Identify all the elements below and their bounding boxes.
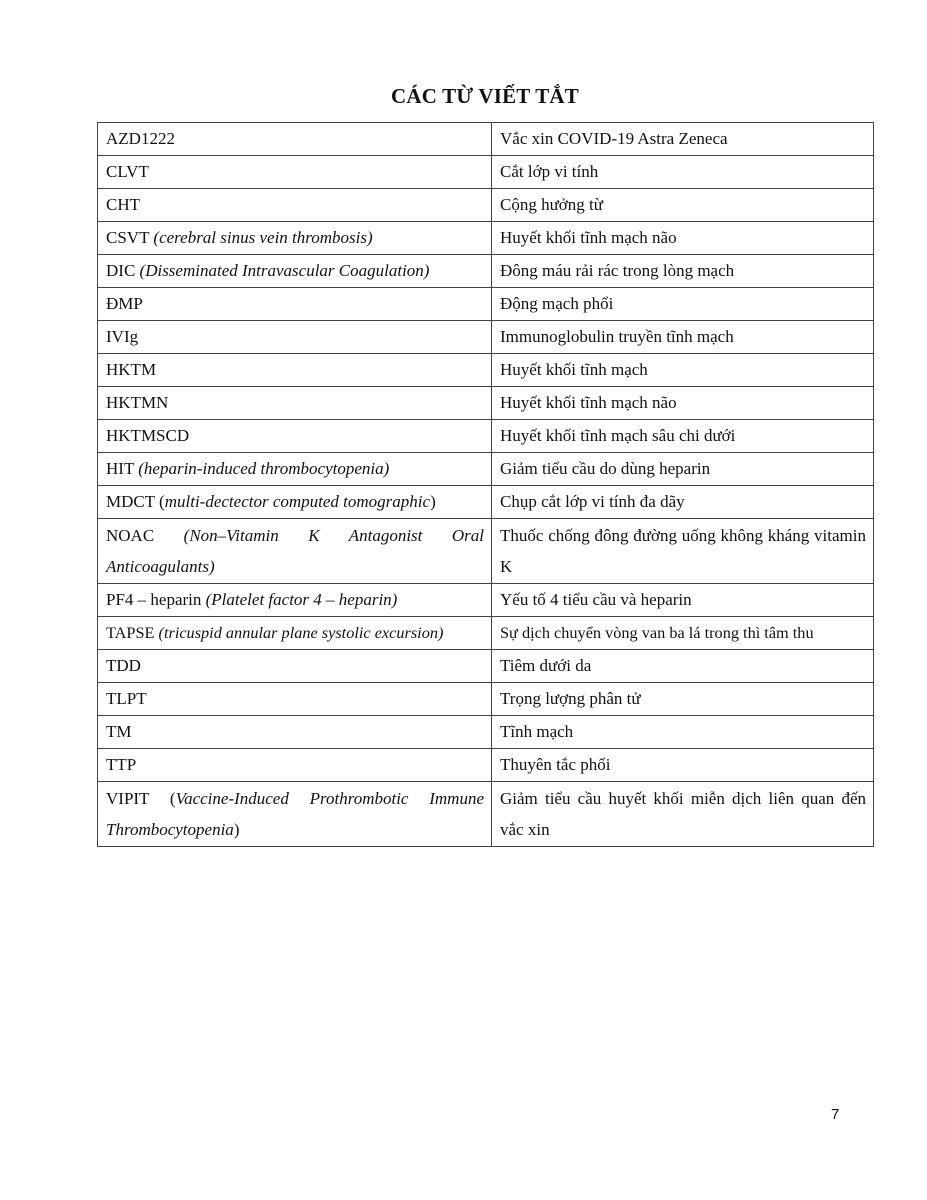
page-number: 7 (831, 1106, 840, 1123)
abbreviation: TM (106, 722, 132, 741)
meaning-cell: Huyết khối tĩnh mạch não (492, 387, 874, 420)
abbreviation: HIT (106, 459, 139, 478)
table-row (98, 288, 874, 321)
meaning-cell: Huyết khối tĩnh mạch sâu chi dưới (492, 420, 874, 453)
table-row (98, 189, 874, 222)
table-row (98, 222, 874, 255)
table-row (98, 716, 874, 749)
abbreviation: TLPT (106, 689, 147, 708)
table-row (98, 584, 874, 617)
abbreviation-expansion: Vaccine-Induced Prothrombotic Immune Thrombocytopenia (106, 789, 484, 839)
abbreviation-cell (98, 782, 492, 847)
abbreviation-cell (98, 650, 492, 683)
abbreviation-expansion: (Platelet factor 4 – heparin) (205, 590, 398, 609)
abbreviation: NOAC (106, 526, 184, 545)
meaning-cell: Thuốc chống đông đường uống không kháng vitamin K (492, 519, 874, 584)
meaning-cell: Cộng hưởng từ (492, 189, 874, 222)
abbreviation-cell (98, 749, 492, 782)
meaning-cell: Yếu tố 4 tiểu cầu và heparin (492, 584, 874, 617)
abbreviation-cell (98, 387, 492, 420)
meaning-cell: Thuyên tắc phổi (492, 749, 874, 782)
abbreviation: CSVT (106, 228, 154, 247)
abbreviation-cell (98, 519, 492, 584)
table-row (98, 387, 874, 420)
meaning-cell: Huyết khối tĩnh mạch (492, 354, 874, 387)
table-row (98, 321, 874, 354)
abbreviation-cell (98, 288, 492, 321)
meaning-cell: Immunoglobulin truyền tĩnh mạch (492, 321, 874, 354)
table-row (98, 255, 874, 288)
abbreviation-expansion: (Disseminated Intravascular Coagulation) (139, 261, 430, 280)
closing-paren: ) (233, 820, 240, 839)
table-row (98, 519, 874, 584)
abbreviation: HKTM (106, 360, 157, 379)
abbreviation-cell (98, 420, 492, 453)
abbreviation: HKTMSCD (106, 426, 190, 445)
abbreviation-expansion: (cerebral sinus vein thrombosis) (153, 228, 373, 247)
abbreviation-cell (98, 617, 492, 650)
abbreviation-cell (98, 255, 492, 288)
page-title: CÁC TỪ VIẾT TẮT (391, 84, 579, 108)
table-row (98, 420, 874, 453)
meaning-cell: Trọng lượng phân tử (492, 683, 874, 716)
abbreviation-cell (98, 683, 492, 716)
meaning-cell: Chụp cắt lớp vi tính đa dãy (492, 486, 874, 519)
abbreviation: HKTMN (106, 393, 169, 412)
meaning-cell: Cắt lớp vi tính (492, 156, 874, 189)
abbreviation-cell (98, 584, 492, 617)
table-row (98, 617, 874, 650)
abbreviation-expansion: (tricuspid annular plane systolic excursion) (158, 623, 444, 642)
abbreviations-table (97, 122, 874, 847)
abbreviation: ĐMP (106, 294, 143, 313)
abbreviation-expansion: multi-dectector computed tomographic (164, 492, 431, 511)
closing-paren: ) (430, 492, 436, 511)
abbreviation-cell (98, 486, 492, 519)
table-row (98, 749, 874, 782)
meaning-cell: Giảm tiểu cầu huyết khối miễn dịch liên quan đến vắc xin (492, 782, 874, 847)
abbreviation: AZD1222 (106, 129, 175, 148)
abbreviation: CLVT (106, 162, 149, 181)
meaning-cell: Tĩnh mạch (492, 716, 874, 749)
table-row (98, 683, 874, 716)
abbreviation: TDD (106, 656, 141, 675)
table-row (98, 156, 874, 189)
table-row (98, 650, 874, 683)
abbreviation: VIPIT ( (106, 789, 176, 808)
abbreviation: IVIg (106, 327, 139, 346)
meaning-cell: Sự dịch chuyển vòng van ba lá trong thì tâm thu (492, 617, 874, 650)
meaning-cell: Tiêm dưới da (492, 650, 874, 683)
abbreviation: TAPSE (106, 623, 159, 642)
table-row (98, 782, 874, 847)
abbreviation: DIC (106, 261, 140, 280)
meaning-cell: Đông máu rải rác trong lòng mạch (492, 255, 874, 288)
meaning-cell: Giảm tiểu cầu do dùng heparin (492, 453, 874, 486)
abbreviation-expansion: (heparin-induced thrombocytopenia) (138, 459, 390, 478)
table-row (98, 486, 874, 519)
meaning-cell: Vắc xin COVID-19 Astra Zeneca (492, 123, 874, 156)
abbreviation-expansion: (Non–Vitamin K Antagonist Oral Anticoagulants) (106, 526, 484, 576)
abbreviation: CHT (106, 195, 140, 214)
meaning-cell: Huyết khối tĩnh mạch não (492, 222, 874, 255)
abbreviation-cell (98, 321, 492, 354)
table-row (98, 453, 874, 486)
abbreviation-cell (98, 716, 492, 749)
abbreviation-cell (98, 123, 492, 156)
abbreviation: TTP (106, 755, 137, 774)
abbreviation-cell (98, 354, 492, 387)
abbreviation-cell (98, 222, 492, 255)
abbreviation-cell (98, 156, 492, 189)
abbreviation: PF4 – heparin (106, 590, 206, 609)
table-row (98, 123, 874, 156)
abbreviation: MDCT ( (106, 492, 165, 511)
abbreviation-cell (98, 189, 492, 222)
table-row (98, 354, 874, 387)
meaning-cell: Động mạch phổi (492, 288, 874, 321)
abbreviation-cell (98, 453, 492, 486)
